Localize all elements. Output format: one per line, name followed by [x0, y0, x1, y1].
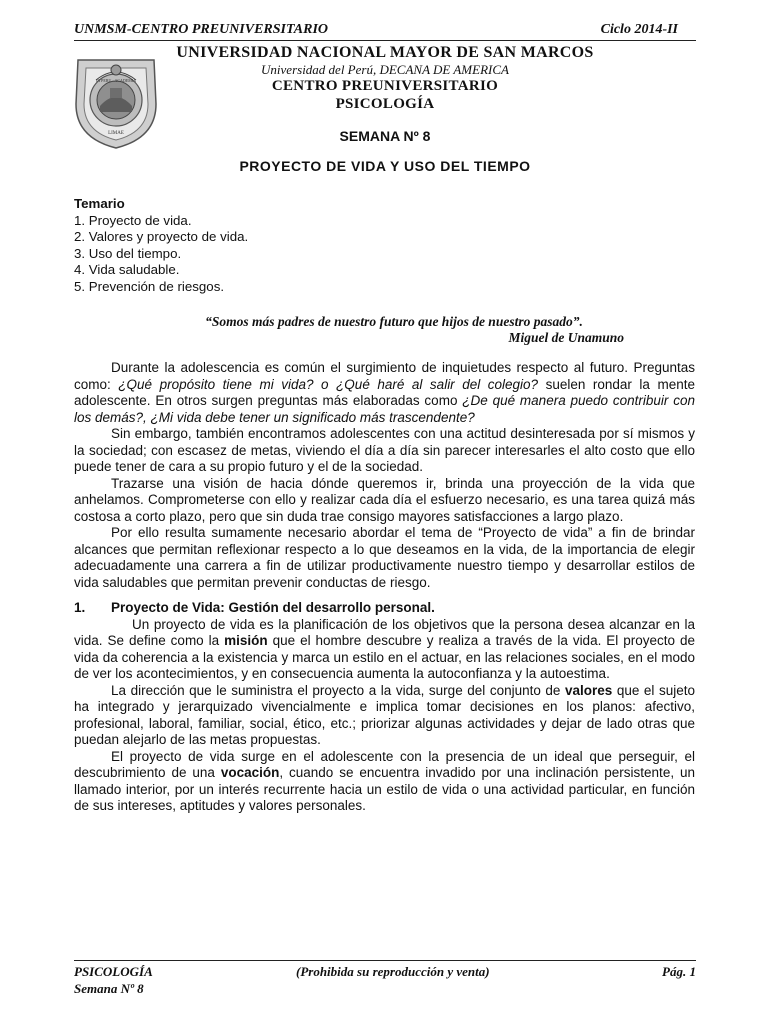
quote-author: Miguel de Unamuno	[508, 330, 624, 345]
page-header	[74, 20, 696, 41]
course-name: PSICOLOGÍA	[335, 96, 435, 112]
university-subtitle: Universidad del Perú, DECANA DE AMERICA	[261, 62, 509, 77]
footer-course: PSICOLOGÍA	[74, 964, 153, 979]
footer-week: Semana Nº 8	[74, 981, 144, 996]
document-body	[74, 360, 695, 815]
paragraph: La dirección que le suministra el proyecto a la vida, surge del conjunto de valores que el sujeto ha integrado y jerarquizado vivencialmente e implica tomar decisiones en los planos: afectivo, profesional, laboral, familiar, social, ético, etc.; priorizar algunas actividades y dejar de lado otras que puedan alejarlo de las metas propuestas.	[74, 682, 695, 747]
list-item: 1. Proyecto de vida.	[74, 212, 192, 228]
page-title: PROYECTO DE VIDA Y USO DEL TIEMPO	[239, 158, 531, 174]
crest-ring-bottom: LIMAE	[108, 131, 124, 136]
paragraph: Durante la adolescencia es común el surgimiento de inquietudes respecto al futuro. Preguntas como: ¿Qué propósito tiene mi vida? o ¿Qué haré al salir del colegio? suelen rondar la mente adolescente. En otros surgen preguntas más elaboradas como ¿De qué manera puedo contribuir con los demás?, ¿Mi vida debe tener un significado más trascendente?	[74, 360, 695, 425]
quote-text: “Somos más padres de nuestro futuro que hijos de nuestro pasado”.	[205, 314, 583, 329]
paragraph: Por ello resulta sumamente necesario abordar el tema de “Proyecto de vida” a fin de brindar alcances que permitan reflexionar respecto a lo que deseamos en la vida, de la importancia de elegir adecuadamente una carrera a fin de utilizar productivamente nuestro tiempo y desarrollar estilos de vida saludables que permitan prevenir conductas de riesgo.	[74, 525, 695, 590]
syllabus	[74, 196, 248, 296]
paragraph: Trazarse una visión de hacia dónde queremos ir, brinda una proyección de la vida que anhelamos. Comprometerse con ello y realizar cada día el esfuerzo necesario, es una tarea quizá más costosa a corto plazo, pero que sin duda trae consigo mayores satisfacciones a largo plazo.	[74, 475, 695, 524]
list-item: 2. Valores y proyecto de vida.	[74, 229, 249, 245]
paragraph: Un proyecto de vida es la planificación de los objetivos que la persona desea alcanzar en la vida. Se define como la misión que el hombre descubre y realiza a través de la vida. El proyecto de vida da coherencia a la existencia y marca un estilo en el actuar, en las relaciones sociales, en el modo de ver los acontecimientos, y en consecuencia aumenta la autoconfianza y la autoestima.	[74, 616, 695, 681]
section-heading: 1. Proyecto de Vida: Gestión del desarrollo personal.	[74, 600, 435, 615]
syllabus-heading: Temario	[74, 196, 125, 211]
center-name: CENTRO PREUNIVERSITARIO	[271, 78, 499, 94]
header-institution: UNMSM-CENTRO PREUNIVERSITARIO	[74, 22, 329, 37]
epigraph	[74, 314, 696, 346]
page-footer	[74, 960, 696, 996]
week-label: SEMANA Nº 8	[339, 128, 431, 144]
list-item: 4. Vida saludable.	[74, 262, 180, 278]
header-cycle: Ciclo 2014-II	[600, 22, 678, 37]
university-seal-icon	[66, 52, 166, 152]
university-name: UNIVERSIDAD NACIONAL MAYOR DE SAN MARCOS	[176, 44, 594, 61]
paragraph: El proyecto de vida surge en el adolescente con la presencia de un ideal que perseguir, el descubrimiento de una vocación, cuando se encuentra invadido por una inclinación persistente, un llamado interior, por un interés recurrente hacia un estilo de vida o una actividad particular, en función de sus intereses, aptitudes y valores personales.	[74, 748, 695, 813]
crest-ring-top: IN PERU · ACADEMIA	[95, 78, 137, 83]
list-item: 3. Uso del tiempo.	[74, 245, 182, 261]
page-number: Pág. 1	[662, 964, 696, 979]
footer-notice: (Prohibida su reproducción y venta)	[296, 964, 490, 979]
paragraph: Sin embargo, también encontramos adolescentes con una actitud desinteresada por sí mismos y la sociedad; con escasez de metas, viviendo el día a día sin parecer interesarles el alto costo que ello puede tener de cara a su propio futuro y el de la sociedad.	[74, 426, 695, 474]
list-item: 5. Prevención de riesgos.	[74, 278, 225, 294]
